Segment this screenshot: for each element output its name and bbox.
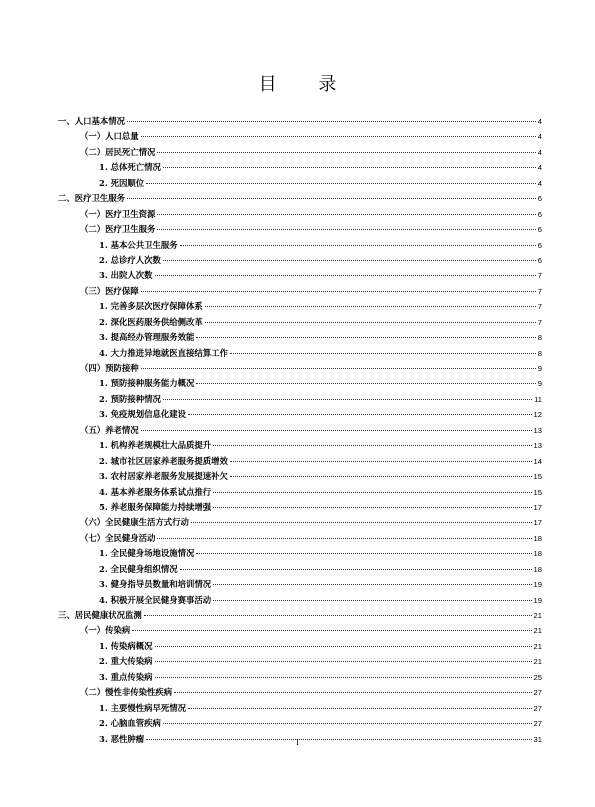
toc-entry-page: 15 [533, 487, 542, 497]
toc-entry-page: 6 [537, 194, 542, 204]
toc-entry-title: 2. 死因顺位 [99, 177, 145, 188]
dot-leader [191, 522, 532, 523]
dot-leader [146, 183, 536, 184]
toc-entry[interactable] [58, 269, 542, 284]
toc-entry-title: 3. 免疫规划信息化建设 [99, 409, 187, 420]
toc-entry-title: 1. 全民健身场地设施情况 [99, 548, 195, 559]
page-number: I [296, 738, 299, 747]
toc-entry-page: 15 [533, 472, 542, 482]
toc-entry[interactable] [58, 455, 542, 470]
dot-leader [127, 121, 536, 122]
dot-leader [180, 569, 532, 570]
toc-entry[interactable] [58, 671, 542, 686]
toc-entry[interactable] [58, 486, 542, 501]
toc-entry[interactable] [58, 115, 542, 130]
page-title: 目 录 [258, 74, 355, 95]
toc-entry-title: （四）预防接种 [80, 363, 139, 373]
toc-entry-page: 9 [537, 379, 542, 389]
toc-entry-title: 1. 传染病概况 [99, 640, 153, 651]
dot-leader [157, 229, 535, 230]
toc-entry-title: 1. 完善多层次医疗保障体系 [99, 301, 203, 312]
toc-entry[interactable] [58, 516, 542, 531]
toc-entry-title: （七）全民健身活动 [80, 532, 156, 543]
toc-entry-page: 6 [537, 209, 542, 219]
dot-leader [163, 167, 536, 168]
toc-entry[interactable] [58, 501, 542, 516]
dot-leader [230, 476, 532, 477]
toc-entry-page: 14 [533, 456, 542, 466]
toc-entry-page: 4 [537, 132, 542, 142]
toc-entry[interactable] [58, 563, 542, 578]
dot-leader [196, 383, 535, 384]
toc-entry-page: 8 [537, 348, 542, 358]
dot-leader [163, 399, 532, 400]
dot-leader [196, 337, 535, 338]
toc-entry-page: 27 [533, 703, 542, 713]
dot-leader [141, 136, 536, 137]
toc-entry-title: （三）医疗保障 [80, 285, 139, 296]
toc-entry[interactable] [58, 594, 542, 609]
toc-entry[interactable] [58, 223, 542, 238]
dot-leader [213, 600, 531, 601]
toc-entry-title: （二）居民死亡情况 [80, 146, 156, 157]
toc-entry-page: 7 [537, 317, 542, 327]
dot-leader [174, 692, 531, 693]
dot-leader [163, 723, 532, 724]
dot-leader [213, 492, 531, 493]
toc-entry[interactable] [58, 192, 542, 207]
toc-entry-page: 13 [533, 425, 542, 435]
toc-entry-page: 21 [533, 611, 542, 620]
toc-entry[interactable] [58, 161, 542, 176]
toc-entry[interactable] [58, 377, 542, 392]
toc-entry[interactable] [58, 239, 542, 254]
toc-entry-title: 2. 心脑血管疾病 [99, 718, 161, 729]
toc-entry-title: 5. 养老服务保障能力持续增强 [99, 501, 212, 512]
toc-entry[interactable] [58, 702, 542, 717]
toc-entry-page: 6 [537, 240, 542, 250]
toc-entry-title: 2. 重大传染病 [99, 656, 153, 667]
toc-entry-page: 19 [533, 595, 542, 605]
toc-entry-title: 2. 深化医药服务供给侧改革 [99, 316, 203, 327]
toc-entry-page: 27 [533, 719, 542, 729]
toc-entry-page: 4 [537, 117, 542, 126]
toc-entry[interactable] [58, 609, 542, 624]
dot-leader [157, 538, 531, 539]
toc-entry-title: （六）全民健康生活方式行动 [80, 517, 189, 528]
toc-entry-title: 1. 基本公共卫生服务 [99, 239, 178, 250]
toc-entry-title: 3. 农村居家养老服务发展提速补欠 [99, 471, 228, 482]
toc-entry-title: （一）医疗卫生资源 [80, 208, 156, 219]
toc-entry[interactable] [58, 362, 542, 377]
toc-entry[interactable] [58, 655, 542, 670]
toc-entry-page: 8 [537, 333, 542, 343]
dot-leader [155, 661, 532, 662]
toc-entry-page: 19 [533, 580, 542, 590]
dot-leader [141, 291, 536, 292]
toc-entry-title: 三、居民健康状况监测 [58, 610, 142, 620]
dot-leader [155, 677, 532, 678]
toc-entry[interactable] [58, 640, 542, 655]
toc-entry[interactable] [58, 316, 542, 331]
toc-entry[interactable] [58, 624, 542, 639]
toc-entry-page: 21 [533, 641, 542, 651]
toc-entry[interactable] [58, 686, 542, 701]
toc-entry[interactable] [58, 424, 542, 439]
toc-entry-title: 1. 总体死亡情况 [99, 162, 161, 173]
dot-leader [141, 368, 536, 369]
toc-entry-page: 21 [533, 657, 542, 667]
dot-leader [155, 275, 536, 276]
toc-entry-page: 31 [533, 734, 542, 744]
toc-entry-page: 9 [537, 364, 542, 373]
dot-leader [196, 553, 531, 554]
dot-leader [127, 198, 536, 199]
toc-entry-title: （一）人口总量 [80, 131, 139, 142]
dot-leader [213, 445, 531, 446]
toc-entry-page: 7 [537, 302, 542, 312]
toc-entry-title: 3. 健身指导员数量和培训情况 [99, 579, 212, 590]
toc-entry[interactable] [58, 254, 542, 269]
dot-leader [230, 353, 536, 354]
toc-entry-title: 4. 大力推进异地就医直接结算工作 [99, 347, 228, 358]
dot-leader [163, 260, 536, 261]
toc-entry-title: 2. 城市社区居家养老服务提质增效 [99, 455, 228, 466]
toc-entry[interactable] [58, 300, 542, 315]
toc-entry-page: 6 [537, 225, 542, 235]
toc-entry[interactable] [58, 177, 542, 192]
dot-leader [157, 152, 535, 153]
toc-entry-title: （五）养老情况 [80, 424, 139, 435]
toc-entry-page: 11 [534, 394, 542, 404]
toc-entry-title: （一）传染病 [80, 625, 131, 636]
toc-entry-title: 1. 预防接种服务能力概况 [99, 378, 195, 389]
dot-leader [213, 507, 531, 508]
toc-entry-title: 4. 基本养老服务体系试点推行 [99, 486, 212, 497]
toc-entry-title: 1. 主要慢性病早死情况 [99, 702, 187, 713]
toc-entry-page: 13 [533, 441, 542, 451]
toc-entry[interactable] [58, 439, 542, 454]
toc-entry[interactable] [58, 532, 542, 547]
toc-entry-page: 18 [533, 564, 542, 574]
toc-entry[interactable] [58, 408, 542, 423]
toc-entry-page: 17 [533, 502, 542, 512]
toc-entry-title: 一、人口基本情况 [58, 116, 125, 126]
toc-entry-title: 3. 提高经办管理服务效能 [99, 332, 195, 343]
toc-entry[interactable] [58, 285, 542, 300]
toc-entry-page: 25 [533, 672, 542, 682]
toc-entry-title: 3. 重点传染病 [99, 671, 153, 682]
toc-entry-title: 3. 恶性肿瘤 [99, 733, 145, 744]
dot-leader [144, 615, 532, 616]
toc-entry[interactable] [58, 393, 542, 408]
toc-entry[interactable] [58, 578, 542, 593]
dot-leader [132, 630, 531, 631]
toc-entry-title: 3. 出院人次数 [99, 270, 153, 281]
toc-entry-title: 2. 预防接种情况 [99, 393, 161, 404]
dot-leader [155, 646, 532, 647]
toc-entry-title: 4. 积极开展全民健身赛事活动 [99, 594, 212, 605]
toc-entry[interactable] [58, 130, 542, 145]
dot-leader [205, 306, 536, 307]
toc-entry-page: 18 [533, 549, 542, 559]
dot-leader [180, 245, 536, 246]
toc-entry[interactable] [58, 547, 542, 562]
toc-entry-title: 1. 机构养老规模壮大品质提升 [99, 440, 212, 451]
toc-entry[interactable] [58, 331, 542, 346]
toc-entry-page: 7 [537, 286, 542, 296]
toc-entry-title: （二）慢性非传染性疾病 [80, 687, 173, 698]
toc-entry-title: 二、医疗卫生服务 [58, 193, 125, 204]
toc-entry-title: （二）医疗卫生服务 [80, 224, 156, 235]
toc-entry-page: 4 [537, 147, 542, 157]
dot-leader [213, 584, 531, 585]
toc-entry-title: 2. 全民健身组织情况 [99, 563, 178, 574]
dot-leader [188, 708, 532, 709]
toc-entry[interactable] [58, 208, 542, 223]
dot-leader [188, 414, 532, 415]
toc-entry-page: 17 [533, 518, 542, 528]
toc-entry-title: 2. 总诊疗人次数 [99, 254, 161, 265]
table-of-contents [58, 115, 542, 748]
toc-entry[interactable] [58, 347, 542, 362]
toc-entry-page: 12 [533, 410, 542, 420]
dot-leader [230, 461, 532, 462]
toc-entry[interactable] [58, 470, 542, 485]
toc-entry-page: 7 [537, 271, 542, 281]
dot-leader [141, 430, 532, 431]
toc-entry-page: 4 [537, 178, 542, 188]
toc-entry[interactable] [58, 717, 542, 732]
toc-entry[interactable] [58, 146, 542, 161]
toc-entry-page: 21 [533, 626, 542, 636]
toc-entry-page: 6 [537, 255, 542, 265]
dot-leader [205, 322, 536, 323]
toc-entry-page: 4 [537, 163, 542, 173]
toc-entry-page: 18 [533, 533, 542, 543]
toc-entry-page: 27 [533, 688, 542, 698]
dot-leader [157, 214, 535, 215]
